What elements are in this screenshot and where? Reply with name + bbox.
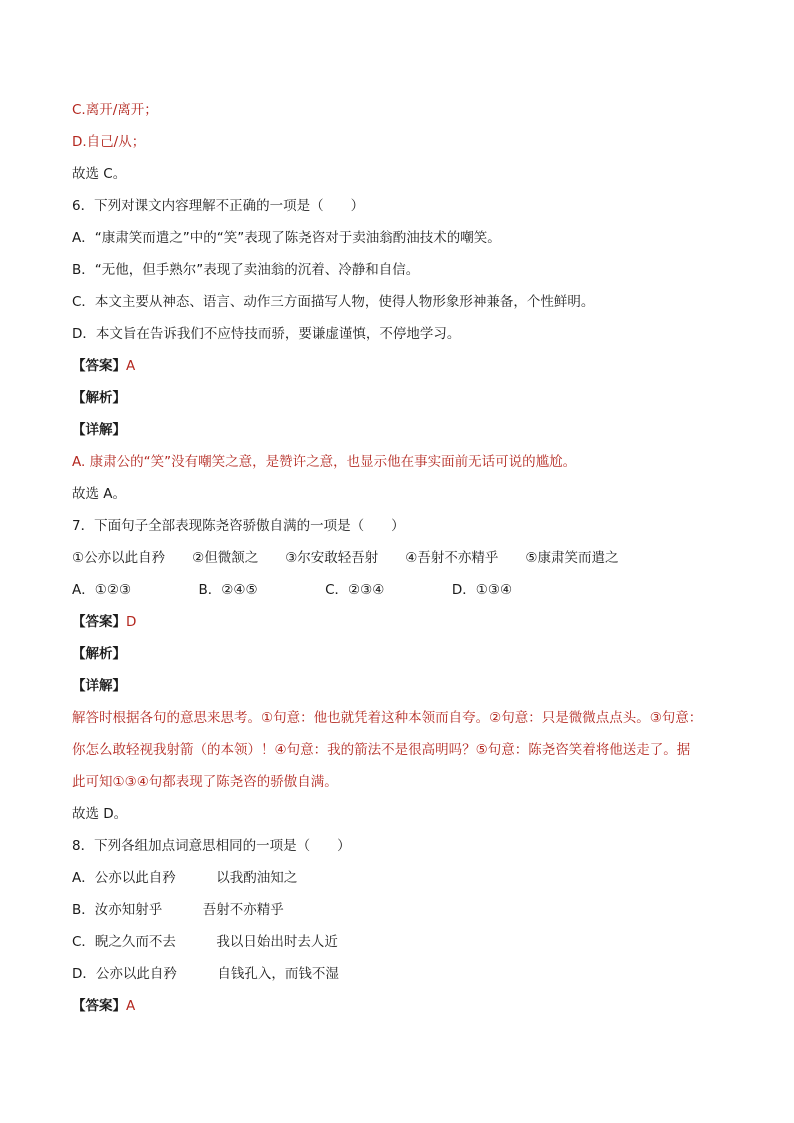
question-6: 6．下列对课文内容理解不正确的一项是（ ）	[72, 198, 365, 214]
q7-sentences: ①公亦以此自矜 ②但微颔之 ③尔安敢轻吾射 ④吾射不亦精乎 ⑤康肃笑而遣之	[72, 550, 619, 566]
q7-explanation-line-1: 解答时根据各句的意思来思考。①句意：他也就凭着这种本领而自夸。②句意：只是微微点点头。③句意：	[72, 710, 703, 726]
q6-option-a: A．“康肃笑而遣之”中的“笑”表现了陈尧咨对于卖油翁酌油技术的嘲笑。	[72, 230, 501, 246]
q8-option-d: D．公亦以此自矜 自钱孔入，而钱不湿	[72, 966, 339, 982]
choice-conclusion: 故选 C。	[72, 166, 127, 182]
option-c-answer: C.离开/离开；	[72, 102, 158, 118]
q6-option-b: B．“无他，但手熟尔”表现了卖油翁的沉着、冷静和自信。	[72, 262, 420, 278]
option-d-answer: D.自己/从；	[72, 134, 146, 150]
q6-detail-tag: 【详解】	[72, 422, 126, 438]
q8-answer-tag: 【答案】A	[72, 998, 136, 1014]
q6-option-c: C．本文主要从神态、语言、动作三方面描写人物，使得人物形象形神兼备，个性鲜明。	[72, 294, 595, 310]
q7-explanation-line-2: 你怎么敢轻视我射箭（的本领）！④句意：我的箭法不是很高明吗？⑤句意：陈尧咨笑着将他送走了。据	[72, 742, 691, 758]
q7-analysis-tag: 【解析】	[72, 646, 126, 662]
q6-option-d: D．本文旨在告诉我们不应恃技而骄，要谦虚谨慎，不停地学习。	[72, 326, 461, 342]
q8-option-b: B．汝亦知射乎 吾射不亦精乎	[72, 902, 284, 918]
q6-conclusion: 故选 A。	[72, 486, 127, 502]
q8-option-a: A．公亦以此自矜 以我酌油知之	[72, 870, 298, 886]
q7-conclusion: 故选 D。	[72, 806, 128, 822]
q8-option-c: C．睨之久而不去 我以日始出时去人近	[72, 934, 338, 950]
question-7: 7．下面句子全部表现陈尧咨骄傲自满的一项是（ ）	[72, 518, 405, 534]
q7-explanation-line-3: 此可知①③④句都表现了陈尧咨的骄傲自满。	[72, 774, 338, 790]
q6-answer-tag: 【答案】A	[72, 358, 136, 374]
q6-analysis-tag: 【解析】	[72, 390, 126, 406]
question-8: 8．下列各组加点词意思相同的一项是（ ）	[72, 838, 351, 854]
q7-detail-tag: 【详解】	[72, 678, 126, 694]
q6-explanation: A. 康肃公的“笑”没有嘲笑之意，是赞许之意，也显示他在事实面前无话可说的尴尬。	[72, 454, 577, 470]
q7-options: A．①②③ B．②④⑤ C．②③④ D．①③④	[72, 582, 513, 598]
q7-answer-tag: 【答案】D	[72, 614, 137, 630]
